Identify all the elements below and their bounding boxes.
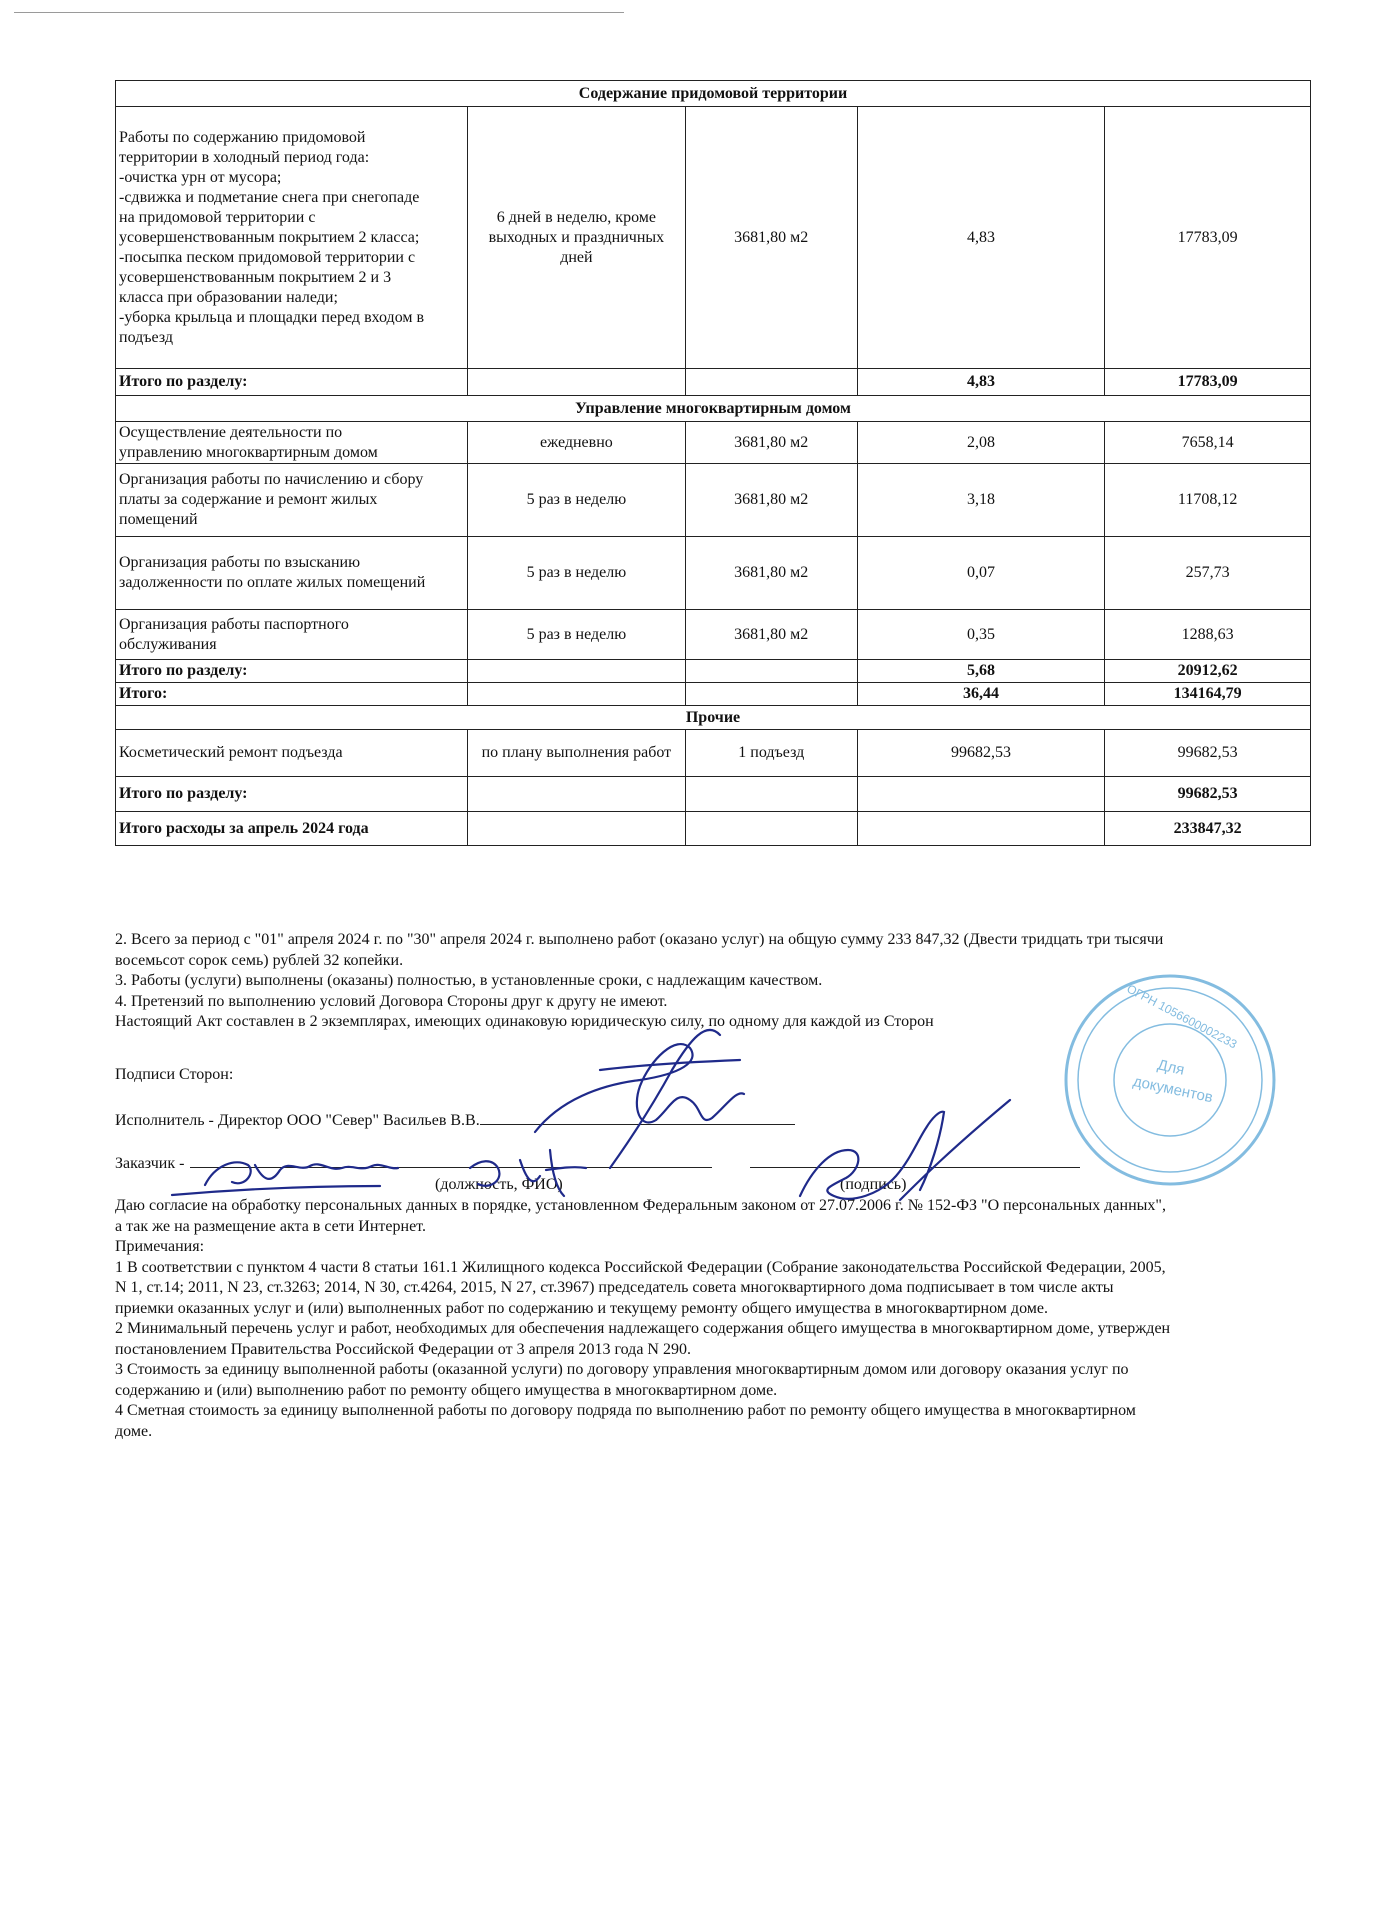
note-4-line-2: доме. [115, 1422, 153, 1440]
work-rate: 0,07 [857, 537, 1105, 610]
work-rate: 3,18 [857, 464, 1105, 537]
total-cost: 20912,62 [1105, 660, 1311, 683]
executor-label: Исполнитель - Директор ООО "Север" Васильев В.В. [115, 1112, 480, 1129]
expenses-total-cost: 233847,32 [1105, 812, 1311, 846]
note-1-line-3: приемки оказанных услуг и (или) выполненных работ по содержанию и текущему ремонту общего имущества в многоквартирном доме. [115, 1299, 1048, 1317]
work-frequency: 5 раз в неделю [467, 537, 685, 610]
work-volume: 3681,80 м2 [685, 464, 857, 537]
expenses-total-label: Итого расходы за апрель 2024 года [116, 812, 468, 846]
note-1-line-2: N 1, ст.14; 2011, N 23, ст.3263; 2014, N 30, ст.4264, 2015, N 27, ст.3967) председатель совета многоквартирного дома подписывает в том числе акты [115, 1279, 1114, 1296]
total-label: Итого по разделу: [116, 777, 468, 812]
work-cost: 7658,14 [1105, 422, 1311, 464]
table-row [116, 422, 1311, 464]
total-rate: 5,68 [857, 660, 1105, 683]
work-rate: 99682,53 [857, 730, 1105, 777]
work-name: Организация работы паспортного обслуживания [116, 610, 468, 660]
work-volume: 3681,80 м2 [685, 537, 857, 610]
table-row [116, 730, 1311, 777]
work-cost: 11708,12 [1105, 464, 1311, 537]
customer-signature-line [750, 1167, 1080, 1168]
section-total-row [116, 369, 1311, 396]
works-table [115, 80, 1311, 846]
total-label: Итого по разделу: [116, 660, 468, 683]
section-header-territory [116, 81, 1311, 107]
paragraph-2-line-2: восемьсот сорок семь) рублей 32 копейки. [115, 951, 404, 969]
table-row [116, 610, 1311, 660]
position-caption: (должность, ФИО) [435, 1176, 563, 1193]
paragraph-4: 4. Претензий по выполнению условий Договора Стороны друг к другу не имеют. [115, 992, 668, 1010]
customer-label: Заказчик - [115, 1154, 185, 1172]
section-total-row [116, 777, 1311, 812]
svg-text:ОГРН 1056600002233: ОГРН 1056600002233 [1124, 981, 1240, 1052]
notes-title: Примечания: [115, 1238, 205, 1255]
customer-line [115, 1154, 1315, 1175]
signatures-title: Подписи Сторон: [115, 1065, 234, 1083]
work-volume: 3681,80 м2 [685, 107, 857, 369]
svg-text:документов: документов [1131, 1072, 1215, 1107]
work-volume: 1 подъезд [685, 730, 857, 777]
signature-caption: (подпись) [840, 1176, 907, 1193]
expenses-total-row [116, 812, 1311, 846]
grand-total-rate: 36,44 [857, 683, 1105, 706]
grand-total-cost: 134164,79 [1105, 683, 1311, 706]
paragraph-copies: Настоящий Акт составлен в 2 экземплярах, имеющих одинаковую юридическую силу, по одному для каждой из Сторон [115, 1013, 934, 1030]
work-name: Осуществление деятельности по управлению многоквартирным домом [116, 422, 468, 464]
executor-line [115, 1111, 1315, 1132]
work-volume: 3681,80 м2 [685, 422, 857, 464]
work-rate: 2,08 [857, 422, 1105, 464]
section-title: Прочие [116, 706, 1311, 730]
section-header-management [116, 396, 1311, 422]
work-cost: 257,73 [1105, 537, 1311, 610]
section-total-row [116, 660, 1311, 683]
work-cost: 1288,63 [1105, 610, 1311, 660]
work-frequency: 5 раз в неделю [467, 464, 685, 537]
executor-signature-line [480, 1124, 795, 1125]
work-frequency: ежедневно [467, 422, 685, 464]
signature-captions [115, 1174, 1315, 1196]
work-frequency: 6 дней в неделю, кроме выходных и праздничных дней [467, 107, 685, 369]
consent-line-2: а так же на размещение акта в сети Интернет. [115, 1217, 426, 1235]
work-frequency: 5 раз в неделю [467, 610, 685, 660]
svg-text:Для: Для [1155, 1056, 1186, 1079]
note-2-line-2: постановлением Правительства Российской Федерации от 3 апреля 2013 года N 290. [115, 1340, 691, 1358]
total-label: Итого по разделу: [116, 369, 468, 396]
note-4-line-1: 4 Сметная стоимость за единицу выполненной работы по договору подряда по выполнению работ по ремонту общего имущества в многоквартирном [115, 1402, 1136, 1419]
note-1-line-1: 1 В соответствии с пунктом 4 части 8 статьи 161.1 Жилищного кодекса Российской Федерации (Собрание законодательства Российской Федерации, 2005, [115, 1258, 1166, 1276]
table-row [116, 537, 1311, 610]
total-cost: 99682,53 [1105, 777, 1311, 812]
grand-total-label: Итого: [116, 683, 468, 706]
table-row [116, 107, 1311, 369]
section-header-other [116, 706, 1311, 730]
work-rate: 4,83 [857, 107, 1105, 369]
act-text [115, 930, 1315, 1442]
work-frequency: по плану выполнения работ [467, 730, 685, 777]
work-name: Работы по содержанию придомовой территории в холодный период года: -очистка урн от мусора; -сдвижка и подметание снега при снегопаде на придомовой территории с усовершенствованным покрытием 2 класса; -посыпка песком придомовой территории с усовершенствованным покрытием 2 и 3 класса при образовании наледи; -уборка крыльца и площадки перед входом в подъезд [116, 107, 468, 369]
work-cost: 17783,09 [1105, 107, 1311, 369]
table-row [116, 464, 1311, 537]
note-2-line-1: 2 Минимальный перечень услуг и работ, необходимых для обеспечения надлежащего содержания общего имущества в многоквартирном доме, утвержден [115, 1320, 1171, 1337]
total-rate: 4,83 [857, 369, 1105, 396]
work-volume: 3681,80 м2 [685, 610, 857, 660]
section-title: Управление многоквартирным домом [116, 396, 1311, 422]
scan-top-line [14, 12, 624, 13]
work-name: Организация работы по взысканию задолженности по оплате жилых помещений [116, 537, 468, 610]
customer-position-line [190, 1167, 712, 1168]
section-title: Содержание придомовой территории [116, 81, 1311, 107]
consent-line-1: Даю согласие на обработку персональных данных в порядке, установленном Федеральным законом от 27.07.2006 г. № 152-ФЗ "О персональных данных", [115, 1197, 1166, 1214]
note-3-line-1: 3 Стоимость за единицу выполненной работы (оказанной услуги) по договору управления многоквартирным домом или договору оказания услуг по [115, 1361, 1129, 1378]
note-3-line-2: содержанию и (или) выполнению работ по ремонту общего имущества в многоквартирном доме. [115, 1381, 778, 1399]
work-name: Организация работы по начислению и сбору платы за содержание и ремонт жилых помещений [116, 464, 468, 537]
total-cost: 17783,09 [1105, 369, 1311, 396]
work-cost: 99682,53 [1105, 730, 1311, 777]
paragraph-2-line-1: 2. Всего за период с "01" апреля 2024 г. по "30" апреля 2024 г. выполнено работ (оказано услуг) на общую сумму 233 847,32 (Двести тридцать три тысячи [115, 931, 1164, 948]
work-rate: 0,35 [857, 610, 1105, 660]
grand-total-row [116, 683, 1311, 706]
work-name: Косметический ремонт подъезда [116, 730, 468, 777]
paragraph-3: 3. Работы (услуги) выполнены (оказаны) полностью, в установленные сроки, с надлежащим качеством. [115, 972, 823, 989]
